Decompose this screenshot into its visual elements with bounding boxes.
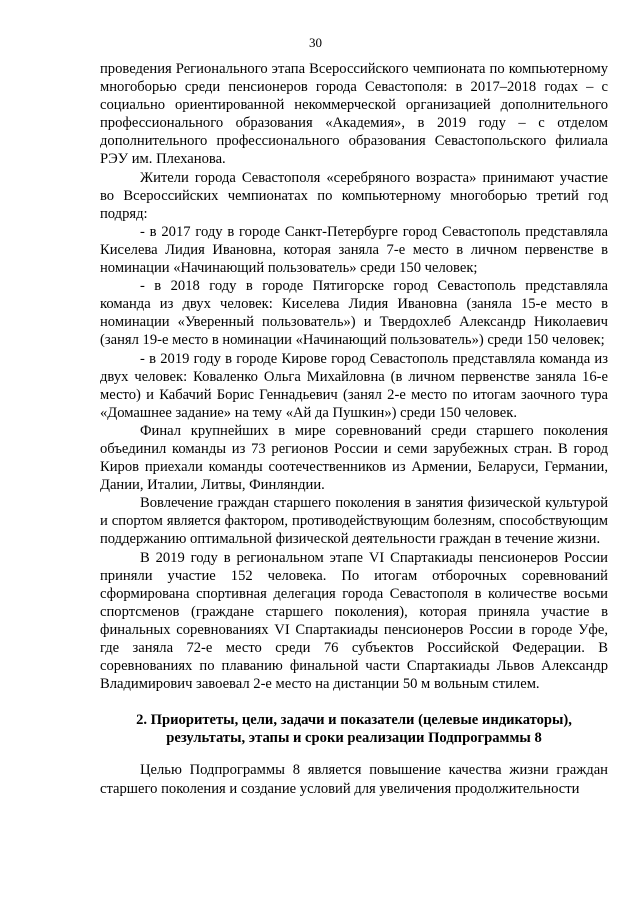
paragraph-final: Финал крупнейших в мире соревнований среди старшего поколения объединил команды из 73 регионов России и семи зарубежных стран. В город Киров приехали команды соотечественников из Армении, Беларуси, Германии, Дании, Италии, Литвы, Финляндии.: [100, 422, 608, 494]
page-number: 30: [309, 35, 322, 50]
paragraph-participation: Жители города Севастополя «серебряного возраста» принимают участие во Всероссийских чемпионатах по компьютерному многоборью третий год подряд:: [100, 169, 608, 222]
paragraph-sport: Вовлечение граждан старшего поколения в занятия физической культурой и спортом является фактором, противодействующим болезням, способствующим поддержанию оптимальной физической деятельности граждан в течение жизни.: [100, 495, 608, 548]
document-body: [100, 60, 608, 798]
list-item-2019: - в 2019 году в городе Кирове город Севастополь представляла команда из двух человек: Коваленко Ольга Михайловна (в личном первенстве заняла 16-е место) и Кабачий Борис Геннадьевич (занял 2-е место по итогам заочного тура «Домашнее задание» на тему «Ай да Пушкин») среди 150 человек.: [100, 350, 608, 421]
paragraph-goal: Целью Подпрограммы 8 является повышение качества жизни граждан старшего поколения и создание условий для увеличения продолжительности: [100, 762, 608, 797]
paragraph-spartakiad: В 2019 году в региональном этапе VI Спартакиады пенсионеров России приняли участие 152 человека. По итогам отборочных соревнований сформирована спортивная делегация города Севастополя в количестве восьми спортсменов (граждане старшего поколения), которая приняла участие в финальных соревнованиях VI Спартакиады пенсионеров России в городе Уфе, где заняла 72-е место среди 76 субъектов Российской Федерации. В соревнованиях по плаванию финальной части Спартакиады Львов Александр Владимирович завоевал 2-е место на дистанции 50 м вольным стилем.: [100, 549, 608, 693]
paragraph-continuation: проведения Регионального этапа Всероссийского чемпионата по компьютерному многоборью среди пенсионеров города Севастополя: в 2017–2018 годах – с социально ориентированной некоммерческой организацией дополнительного профессионального образования «Академия», в 2019 году – с отделом дополнительного профессионального образования Севастопольского филиала РЭУ им. Плеханова.: [100, 61, 608, 168]
section-heading: 2. Приоритеты, цели, задачи и показатели (целевые индикаторы), результаты, этапы и сроки реализации Подпрограммы 8: [136, 712, 572, 747]
list-item-2017: - в 2017 году в городе Санкт-Петербурге город Севастополь представляла Киселева Лидия Ивановна, которая заняла 7-е место в личном первенстве в номинации «Начинающий пользователь» среди 150 человек;: [100, 223, 608, 277]
list-item-2018: - в 2018 году в городе Пятигорске город Севастополь представляла команда из двух человек: Киселева Лидия Ивановна (заняла 15-е место в номинации «Уверенный пользователь») и Твердохлеб Александр Николаевич (занял 19-е место в номинации «Начинающий пользователь») среди 150 человек;: [100, 278, 608, 349]
